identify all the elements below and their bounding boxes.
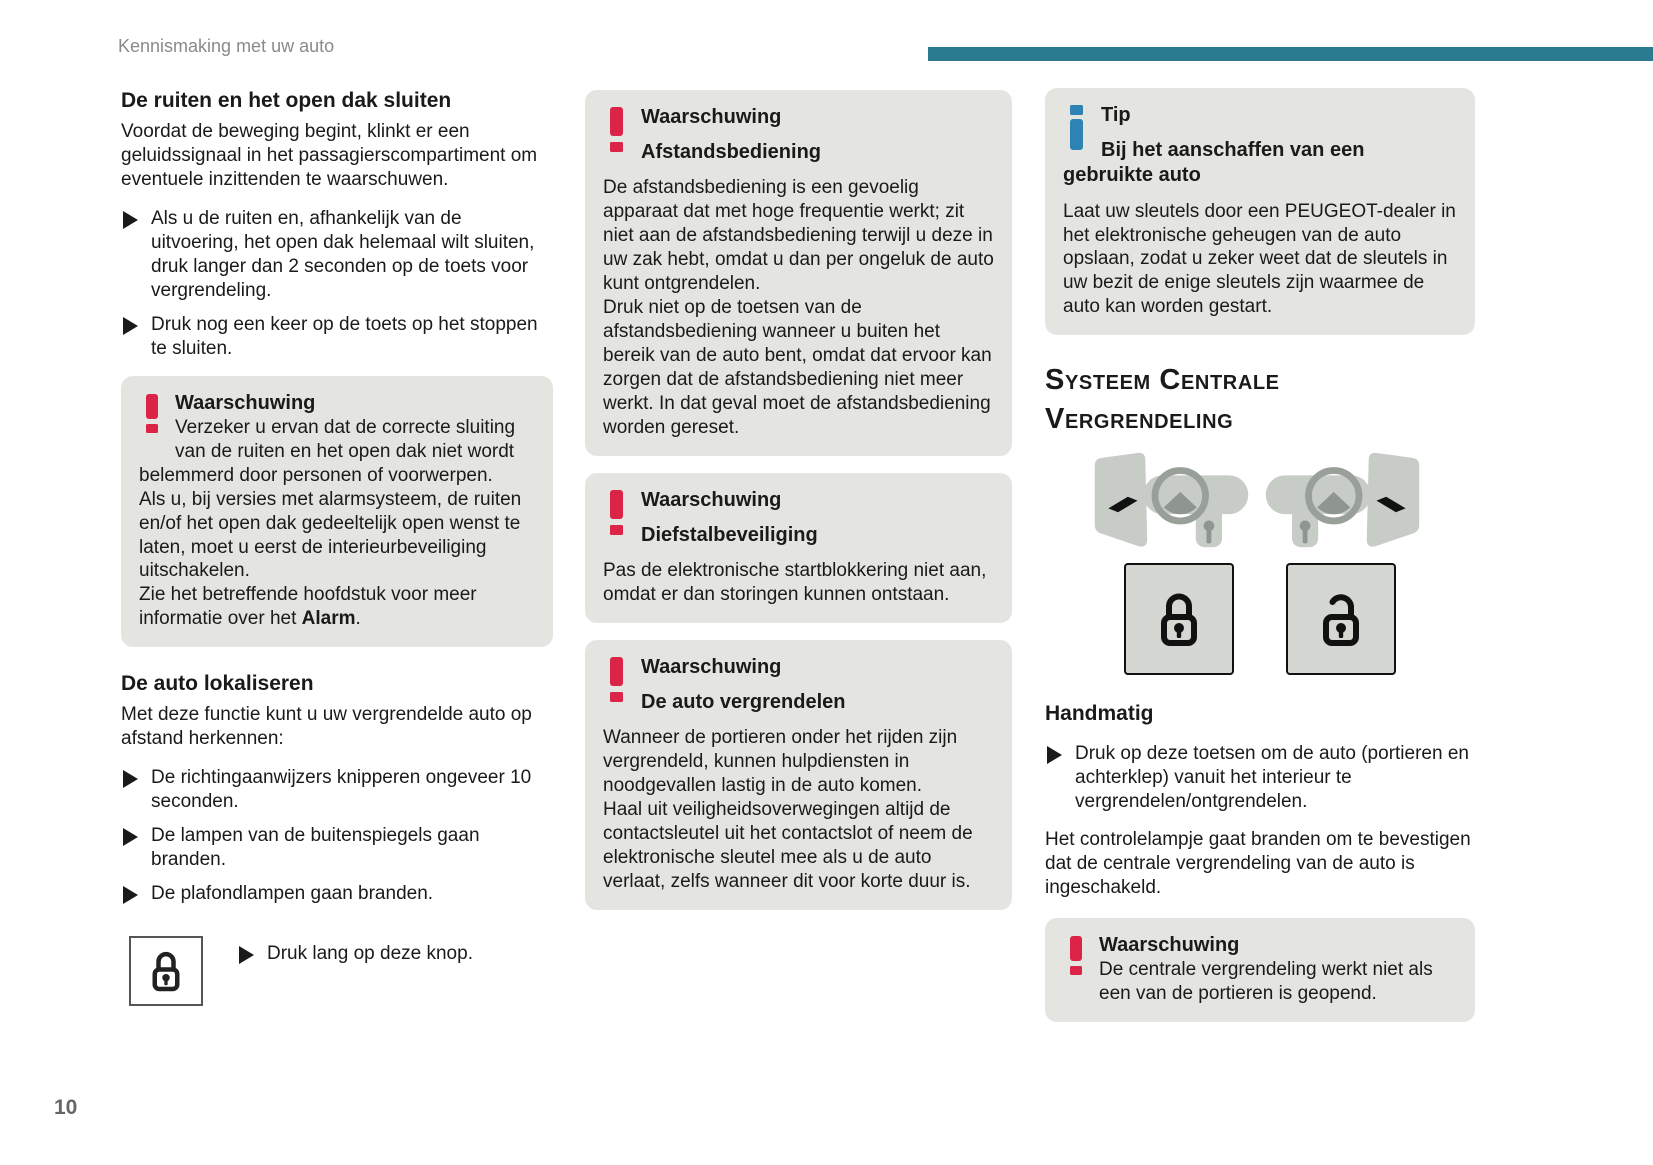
bullet-item xyxy=(121,313,553,361)
section-title: De ruiten en het open dak sluiten xyxy=(121,89,452,112)
warning-title: Waarschuwing xyxy=(641,488,782,511)
paragraph: Met deze functie kunt u uw vergrendelde auto op afstand herkennen: xyxy=(121,704,532,750)
caption-text: Druk lang op deze knop. xyxy=(267,943,473,964)
lock-button-image xyxy=(129,936,203,1006)
section-title: De auto lokaliseren xyxy=(121,672,314,696)
bullet-list xyxy=(1045,742,1475,814)
dashboard-right xyxy=(1266,453,1419,547)
locking-buttons-figure xyxy=(1045,563,1475,675)
padlock-closed-icon xyxy=(1155,590,1203,648)
subsection-title: Handmatig xyxy=(1045,701,1154,725)
warning-subtitle: Diefstalbeveiliging xyxy=(641,523,818,546)
warning-title: Waarschuwing xyxy=(641,655,782,678)
column-left xyxy=(121,88,553,1006)
padlock-open-icon xyxy=(1317,590,1365,648)
bullet-text: Druk op deze toetsen om de auto (portieren en achterklep) vanuit het interieur te vergrendelen/ontgrendelen. xyxy=(1075,743,1469,813)
bullet-item xyxy=(121,824,553,872)
lock-button-figure xyxy=(121,936,553,1006)
warning-box xyxy=(121,376,553,648)
bullet-item xyxy=(1045,742,1475,814)
triangle-icon xyxy=(239,946,254,964)
warning-text: Wanneer de portieren onder het rijden zijn vergrendeld, kunnen hulpdiensten in noodgevallen lastig in de auto komen. Haal uit veiligheidsoverwegingen altijd de contactsleutel uit het contactslot of neem de elektronische sleutel mee als u de auto verlaat, zelfs wanneer dit voor korte duur is. xyxy=(603,727,973,892)
bullet-item xyxy=(121,207,553,303)
bullet-item xyxy=(121,766,553,814)
unlock-button-image xyxy=(1286,563,1396,675)
exclamation-icon xyxy=(1065,936,1087,983)
car-interior-illustration xyxy=(1087,452,1427,555)
warning-box xyxy=(585,640,1012,910)
figure-caption xyxy=(237,942,473,966)
paragraph: Het controlelampje gaat branden om te bevestigen dat de centrale vergrendeling van de auto is ingeschakeld. xyxy=(1045,829,1471,898)
triangle-icon xyxy=(123,886,138,904)
exclamation-icon xyxy=(605,657,629,710)
warning-title: Waarschuwing xyxy=(175,391,316,414)
padlock-closed-icon xyxy=(148,948,184,994)
exclamation-icon xyxy=(141,394,163,441)
warning-subtitle: De auto vergrendelen xyxy=(641,691,846,714)
info-icon xyxy=(1065,105,1089,158)
section-heading-central-locking: Systeem Centrale Vergrendeling xyxy=(1045,364,1280,435)
tip-box xyxy=(1045,88,1475,335)
bullet-text: Als u de ruiten en, afhankelijk van de uitvoering, het open dak helemaal wilt sluiten, druk langer dan 2 seconden op de toets voor vergrendeling. xyxy=(151,208,535,301)
exclamation-icon xyxy=(605,107,629,160)
warning-text: De centrale vergrendeling werkt niet als een van de portieren is geopend. xyxy=(1099,959,1433,1004)
warning-text: Verzeker u ervan dat de correcte sluiting van de ruiten en het open dak niet wordt belemmerd door personen of voorwerpen. xyxy=(139,416,516,486)
warning-box xyxy=(585,90,1012,456)
tip-title: Tip xyxy=(1101,104,1131,126)
warning-text: De afstandsbediening is een gevoelig apparaat dat met hoge frequentie werkt; zit niet aan de afstandsbediening terwijl u deze in uw zak hebt, omdat u dan per ongeluk de auto kunt ontgrendelen. Druk niet op de toetsen van de afstandsbediening wanneer u buiten het bereik van de auto bent, omdat dat ervoor kan zorgen dat de afstandsbediening niet meer werkt. In dat geval moet de afstandsbediening worden gereset. xyxy=(603,177,994,438)
warning-box xyxy=(1045,918,1475,1022)
bullet-item xyxy=(121,882,553,906)
dashboard-left xyxy=(1095,453,1248,547)
lock-button-image xyxy=(1124,563,1234,675)
bullet-text: De plafondlampen gaan branden. xyxy=(151,883,434,905)
accent-bar xyxy=(928,47,1653,61)
bullet-text: Druk nog een keer op de toets op het stoppen te sluiten. xyxy=(151,313,538,359)
bullet-text: De lampen van de buitenspiegels gaan branden. xyxy=(151,825,480,871)
warning-subtitle: Afstandsbediening xyxy=(641,141,822,164)
paragraph: Voordat de beweging begint, klinkt er een geluidssignaal in het passagierscompartiment om eventuele inzittenden te waarschuwen. xyxy=(121,121,538,191)
triangle-icon xyxy=(123,770,138,788)
warning-box xyxy=(585,473,1012,623)
bullet-list xyxy=(121,207,553,361)
chapter-header: Kennismaking met uw auto xyxy=(118,36,335,56)
triangle-icon xyxy=(123,211,138,229)
bullet-list xyxy=(121,766,553,906)
bullet-text: De richtingaanwijzers knipperen ongeveer 10 seconden. xyxy=(151,767,532,813)
tip-text: Laat uw sleutels door een PEUGEOT-dealer in het elektronische geheugen van de auto opslaan, zodat u zeker weet dat de sleutels in uw bezit de enige sleutels zijn waarmee de auto kan worden gestart. xyxy=(1063,200,1456,318)
warning-title: Waarschuwing xyxy=(1099,933,1240,956)
column-right xyxy=(1045,88,1475,1022)
page-number: 10 xyxy=(54,1096,78,1119)
warning-text: Zie het betreffende hoofdstuk voor meer informatie over het Alarm. xyxy=(139,584,477,630)
column-middle xyxy=(585,90,1012,925)
warning-title: Waarschuwing xyxy=(641,106,782,128)
triangle-icon xyxy=(123,828,138,846)
tip-subtitle: Bij het aanschaffen van een gebruikte auto xyxy=(1063,139,1365,187)
triangle-icon xyxy=(123,317,138,335)
exclamation-icon xyxy=(605,490,629,543)
warning-text: Als u, bij versies met alarmsysteem, de ruiten en/of het open dak gedeeltelijk open wenst te laten, moet u eerst de interieurbeveiliging uitschakelen. xyxy=(139,488,522,582)
warning-text: Pas de elektronische startblokkering niet aan, omdat er dan storingen kunnen ontstaan. xyxy=(603,560,987,605)
triangle-icon xyxy=(1047,746,1062,764)
